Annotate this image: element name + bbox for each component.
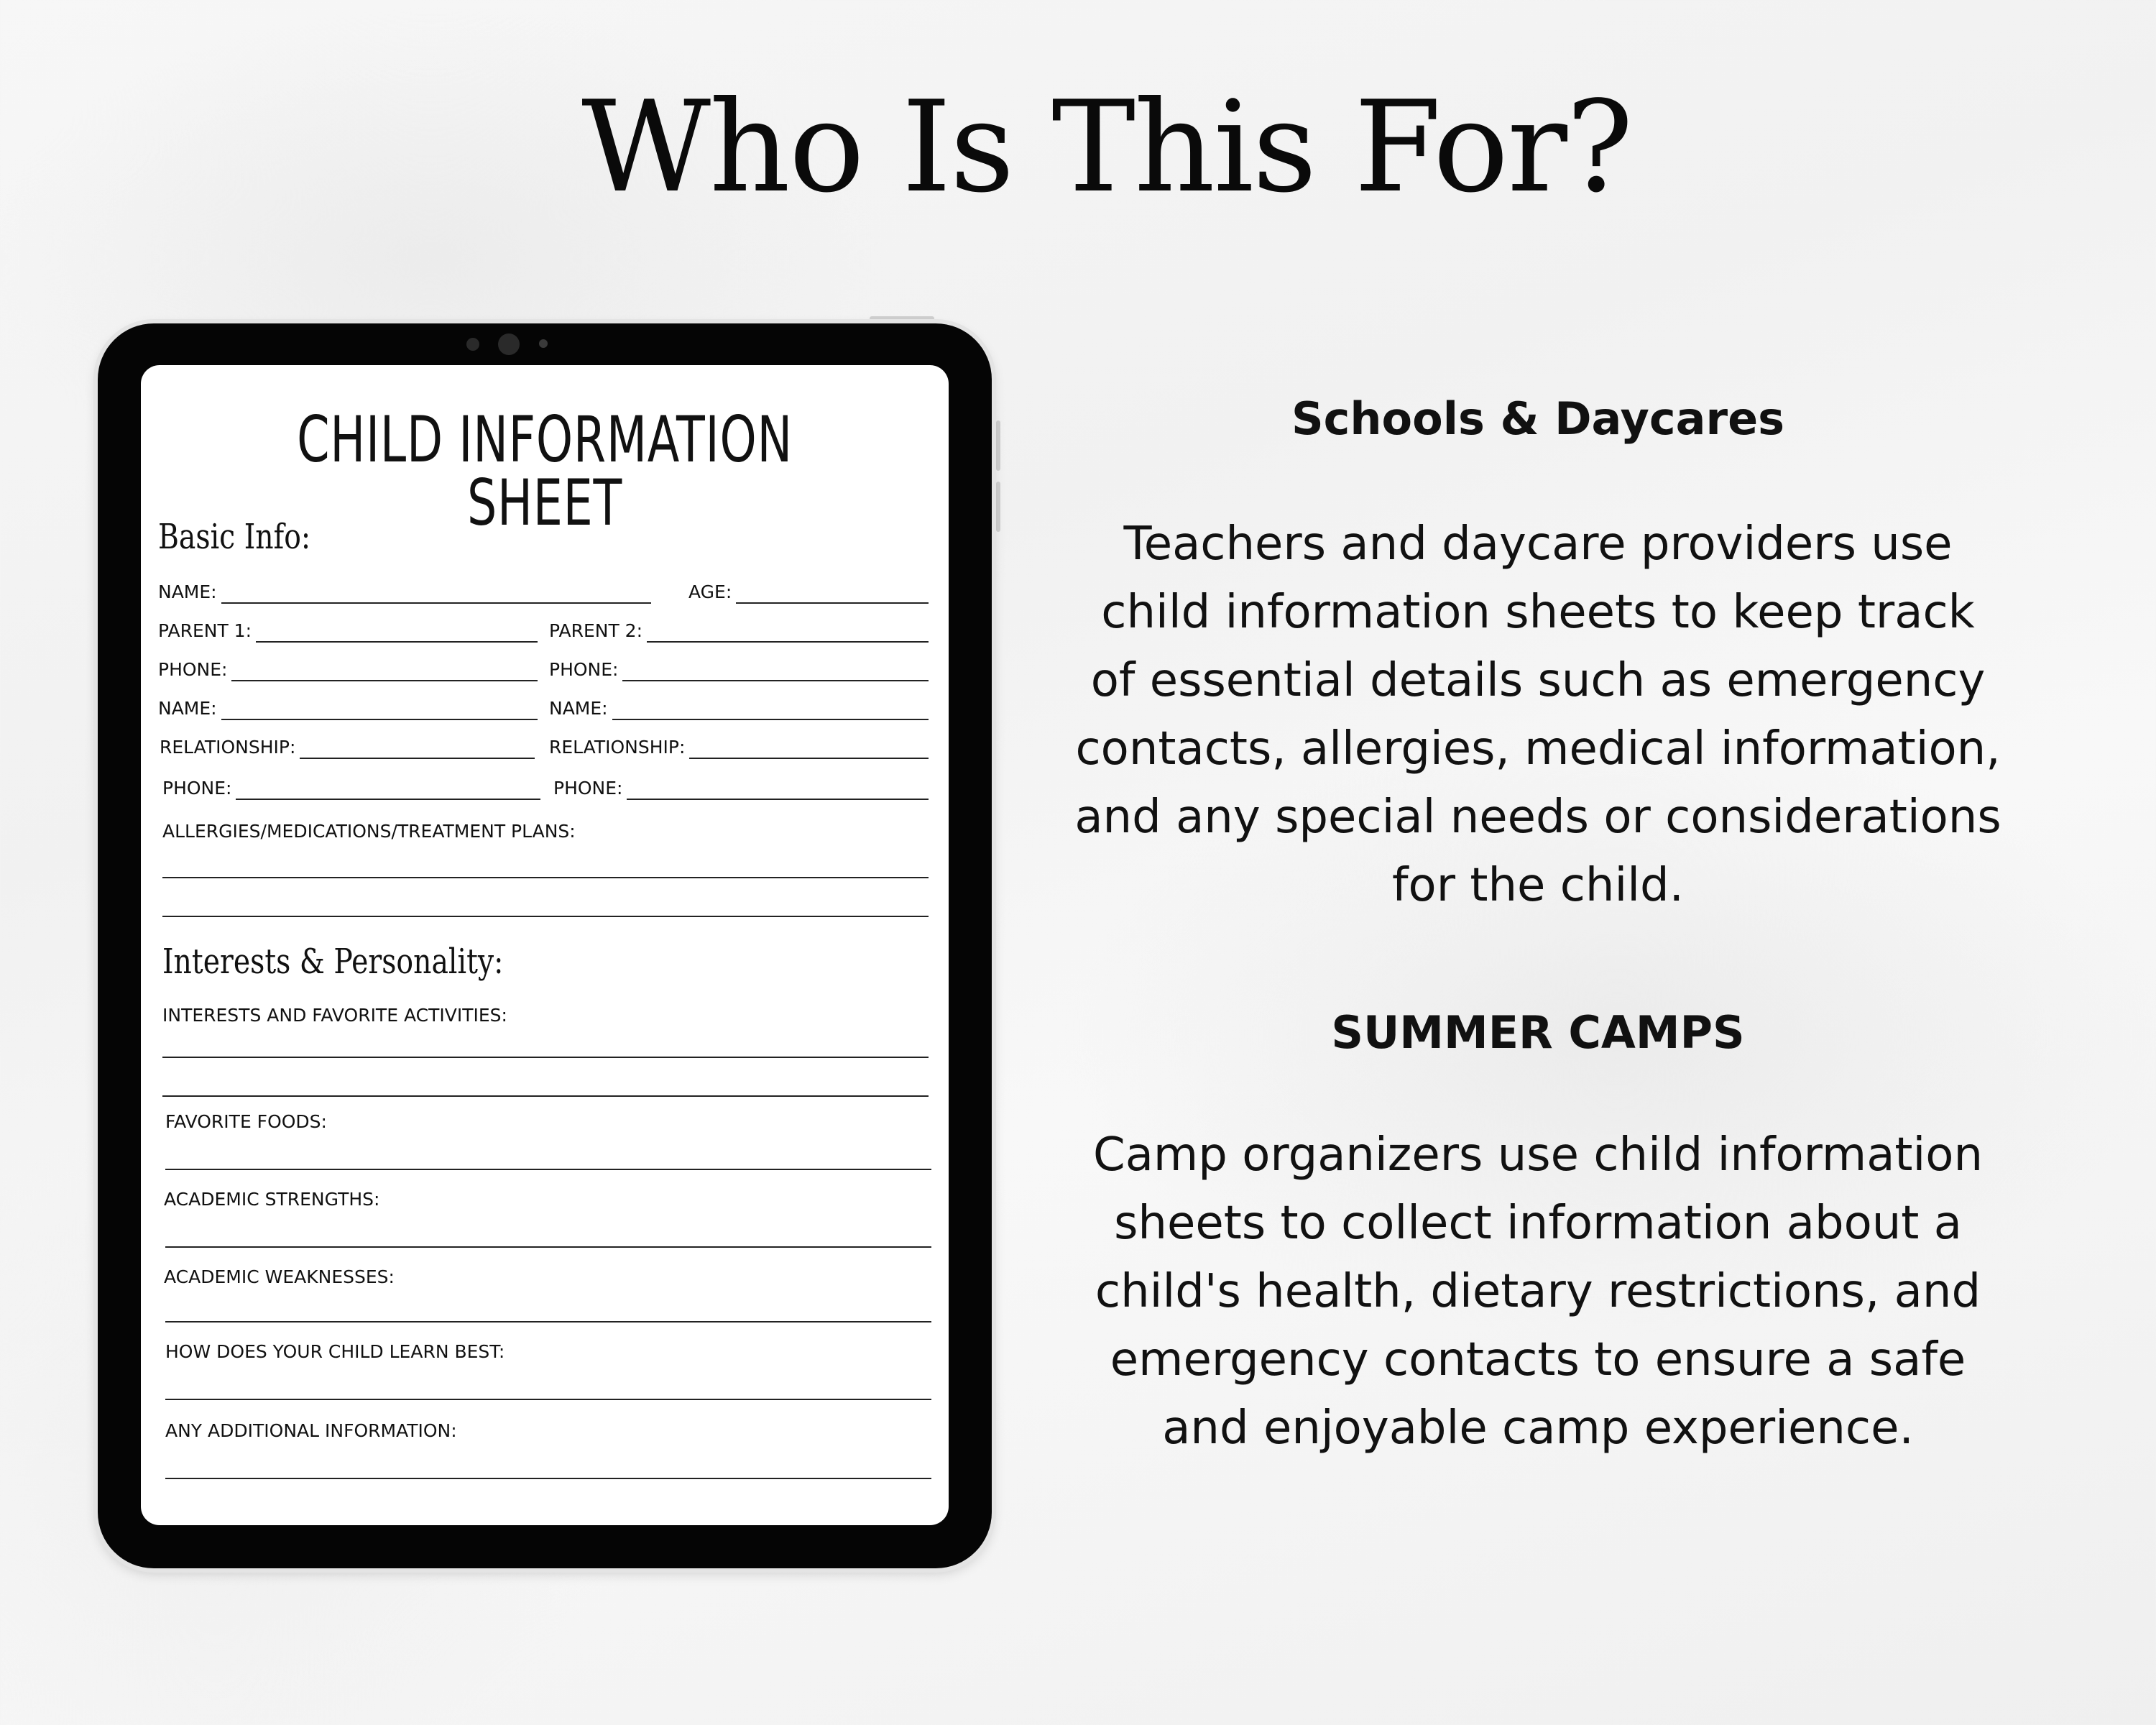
- interests-line-2[interactable]: [162, 1095, 929, 1097]
- sensor-icon: [466, 338, 479, 351]
- camera-icon: [498, 334, 520, 355]
- schools-line-5: and any special needs or considerations: [1074, 791, 2001, 844]
- academic-strengths-label: ACADEMIC STRENGTHS:: [164, 1189, 380, 1210]
- phone2-field[interactable]: [549, 657, 929, 681]
- phone1-field[interactable]: [158, 657, 538, 681]
- camps-line-4: emergency contacts to ensure a safe: [1110, 1333, 1966, 1386]
- tablet-screen: [141, 365, 949, 1525]
- age-field[interactable]: [688, 579, 929, 604]
- contact2-name-line: [612, 694, 929, 720]
- name-field[interactable]: [158, 579, 651, 604]
- name-label: NAME:: [158, 581, 217, 602]
- parent2-label: PARENT 2:: [549, 620, 642, 641]
- phone1-line: [231, 656, 538, 681]
- camps-line-3: child's health, dietary restrictions, and: [1095, 1265, 1981, 1318]
- relationship2-label: RELATIONSHIP:: [549, 737, 686, 758]
- schools-line-4: contacts, allergies, medical information,: [1075, 722, 2001, 776]
- favorite-foods-line[interactable]: [165, 1169, 931, 1170]
- phone1-label: PHONE:: [158, 659, 228, 680]
- camps-line-2: sheets to collect information about a: [1114, 1197, 1962, 1250]
- learn-best-line[interactable]: [165, 1399, 931, 1400]
- relationship1-field[interactable]: [160, 735, 535, 759]
- academic-weaknesses-line[interactable]: [165, 1321, 931, 1322]
- interests-line-1[interactable]: [162, 1057, 929, 1058]
- tablet-device: [98, 323, 992, 1568]
- academic-weaknesses-label: ACADEMIC WEAKNESSES:: [164, 1266, 395, 1287]
- parent2-line: [647, 617, 929, 643]
- schools-line-6: for the child.: [1392, 859, 1684, 912]
- light-sensor-icon: [539, 339, 548, 348]
- contact1-name-field[interactable]: [158, 696, 538, 720]
- interests-heading: Interests & Personality:: [162, 942, 504, 982]
- sheet-title: CHILD INFORMATION SHEET: [297, 402, 793, 540]
- basic-info-heading: Basic Info:: [158, 517, 311, 557]
- contact2-phone-line: [627, 774, 929, 800]
- contact2-name-field[interactable]: [549, 696, 929, 720]
- additional-info-line[interactable]: [165, 1478, 931, 1479]
- camps-heading: SUMMER CAMPS: [1331, 1006, 1745, 1059]
- contact1-phone-field[interactable]: [162, 776, 540, 800]
- tablet-volume-down-button: [996, 482, 1000, 532]
- phone2-label: PHONE:: [549, 659, 619, 680]
- parent1-field[interactable]: [158, 618, 538, 643]
- additional-info-label: ANY ADDITIONAL INFORMATION:: [165, 1420, 457, 1441]
- page-title: Who Is This For?: [581, 75, 1632, 221]
- contact2-phone-field[interactable]: [553, 776, 929, 800]
- camps-line-1: Camp organizers use child information: [1093, 1128, 1983, 1182]
- contact1-name-line: [221, 694, 538, 720]
- parent1-line: [256, 617, 538, 643]
- relationship2-line: [689, 733, 929, 759]
- schools-heading: Schools & Daycares: [1291, 392, 1785, 445]
- parent1-label: PARENT 1:: [158, 620, 252, 641]
- relationship1-line: [300, 733, 535, 759]
- allergies-line-2[interactable]: [162, 916, 929, 917]
- name-line: [221, 578, 651, 604]
- tablet-volume-up-button: [996, 420, 1000, 471]
- interests-label: INTERESTS AND FAVORITE ACTIVITIES:: [162, 1005, 507, 1026]
- contact1-name-label: NAME:: [158, 698, 217, 719]
- tablet-top-button: [870, 316, 934, 321]
- parent2-field[interactable]: [549, 618, 929, 643]
- camps-line-5: and enjoyable camp experience.: [1162, 1402, 1914, 1455]
- favorite-foods-label: FAVORITE FOODS:: [165, 1111, 327, 1132]
- age-line: [736, 578, 929, 604]
- schools-line-1: Teachers and daycare providers use: [1123, 518, 1953, 571]
- contact1-phone-line: [236, 774, 540, 800]
- allergies-label: ALLERGIES/MEDICATIONS/TREATMENT PLANS:: [162, 821, 576, 842]
- schools-section: [1035, 392, 2041, 920]
- schools-line-3: of essential details such as emergency: [1090, 654, 1986, 707]
- academic-strengths-line[interactable]: [165, 1246, 931, 1248]
- relationship1-label: RELATIONSHIP:: [160, 737, 296, 758]
- contact2-name-label: NAME:: [549, 698, 608, 719]
- camps-section: [1035, 1006, 2041, 1463]
- relationship2-field[interactable]: [549, 735, 929, 759]
- schools-line-2: child information sheets to keep track: [1101, 586, 1975, 639]
- age-label: AGE:: [688, 581, 732, 602]
- contact1-phone-label: PHONE:: [162, 778, 232, 799]
- learn-best-label: HOW DOES YOUR CHILD LEARN BEST:: [165, 1341, 505, 1362]
- contact2-phone-label: PHONE:: [553, 778, 623, 799]
- phone2-line: [622, 656, 929, 681]
- allergies-line-1[interactable]: [162, 877, 929, 878]
